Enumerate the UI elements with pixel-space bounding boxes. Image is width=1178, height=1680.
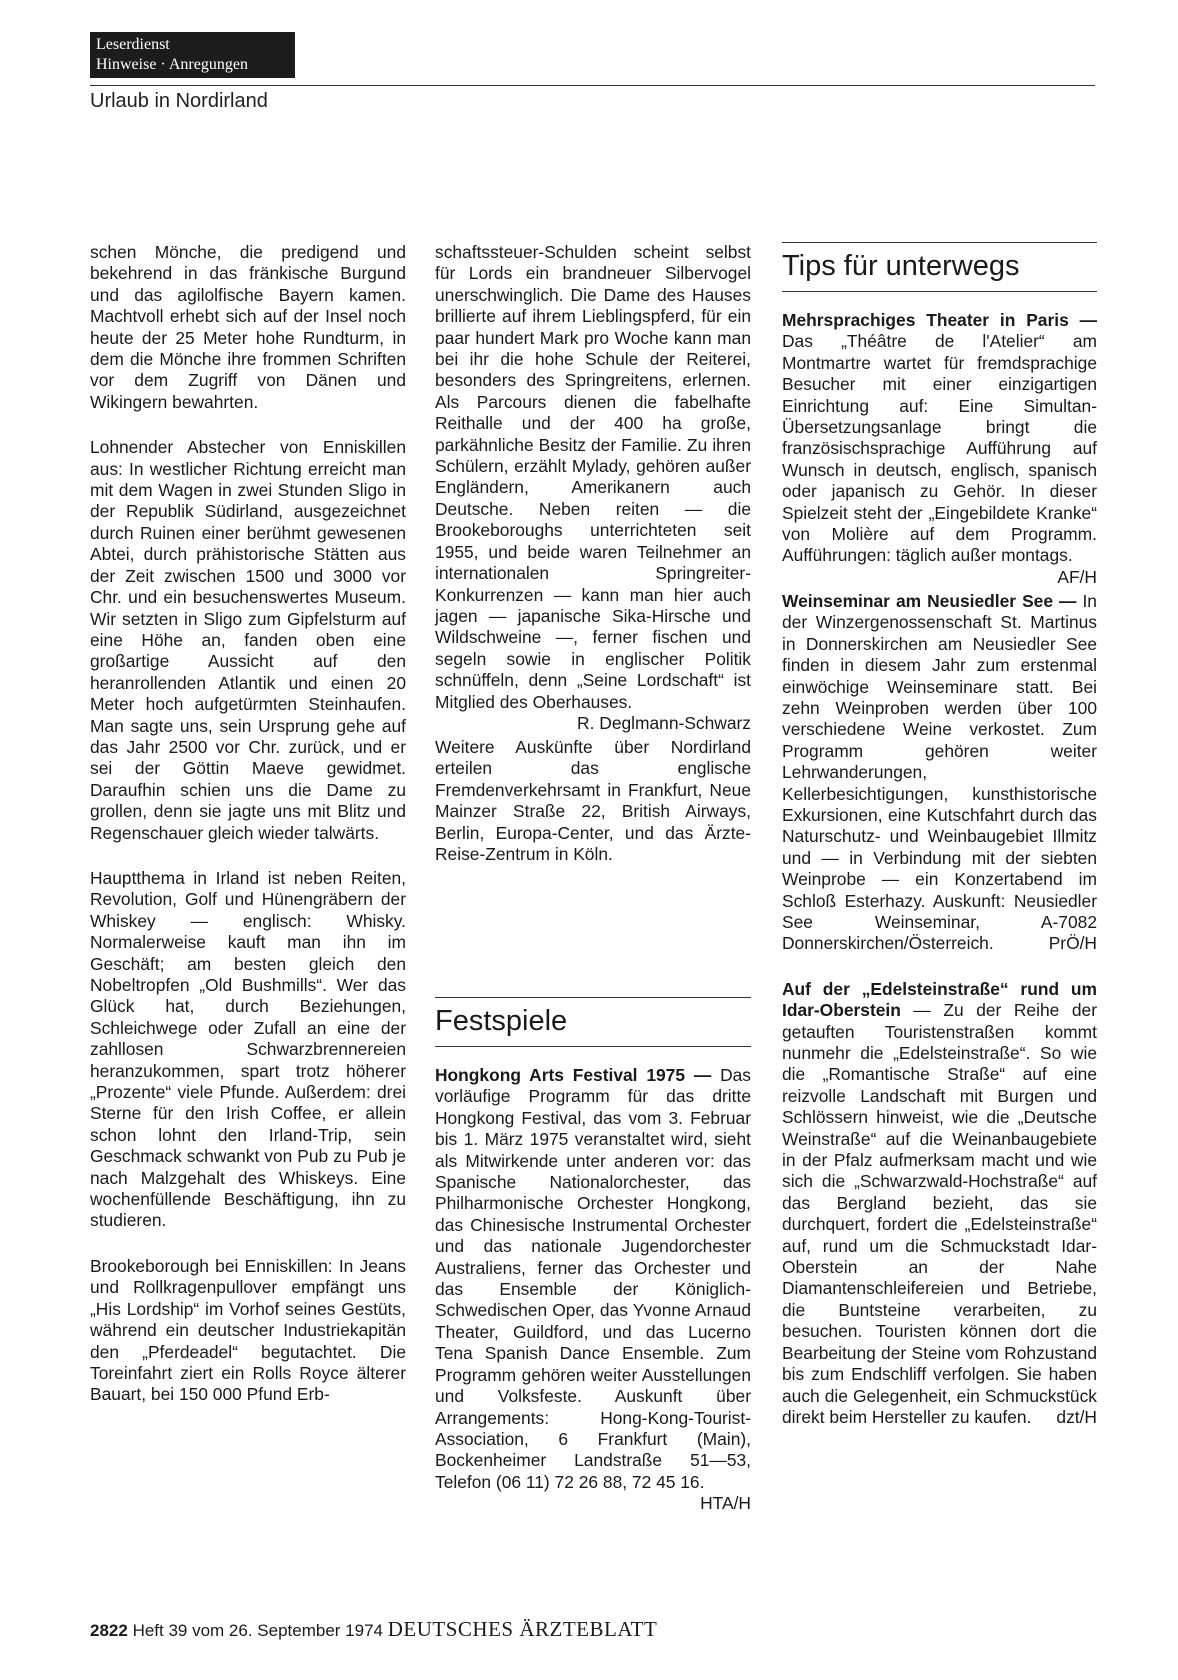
tips-box xyxy=(782,242,1097,1452)
section-label-line1: Leserdienst xyxy=(96,36,170,53)
article-paragraph: Lohnender Abstecher von Enniskillen aus: In westlicher Richtung erreicht man mit dem Wagen in zwei Stunden Sligo in der Republik Südirland, ausgezeichnet durch Ruinen einer berühmt gewesenen Abtei, durch prähistorische Stätten aus der Zeit zwischen 1500 und 3000 vor Chr. und ein besuchenswertes Museum. Wir setzten in Sligo zum Gipfelsturm auf eine Höhe an, fanden oben eine großartige Aussicht auf den heranrollenden Atlantik und einen 20 Meter hoch aufgetürmten Steinhaufen. Man sagte uns, sein Ursprung gehe auf das Jahr 2500 vor Chr. zurück, und er sei der Göttin Maeve gewidmet. Daraufhin schien uns die Dame zu grollen, denn sie jagte uns mit Blitz und Regenschauer gleich wieder talwärts. xyxy=(90,437,406,843)
tip-item-text: — Zu der Reihe der getauften Touristenstraßen kommt nunmehr die „Edelsteinstraße“. So wie die „Romantische Straße“ auf eine reizvolle Landschaft mit Burgen und Schlössern hinweist, wie die „Deutsche Weinstraße“ auf die Weinanbaugebiete in der Pfalz aufmerksam macht und wie sich die „Schwarzwald-Hochstraße“ auf das Bergland bezieht, das sie durchquert, fordert die „Edelsteinstraße“ auf, rund um die Schmuckstadt Idar-Oberstein an der Nahe Diamantenschleifereien und Betriebe, die Buntsteine verarbeiten, zu besuchen. Touristen können dort die Bearbeitung der Steine vom Rohzustand bis zum Endschliff verfolgen. Sie haben auch die Gelegenheit, ein Schmuckstück direkt beim Hersteller zu kaufen. xyxy=(782,1000,1097,1427)
item-signature: PrÖ/H xyxy=(1048,933,1097,954)
article-column-2 xyxy=(435,242,751,889)
tip-item xyxy=(782,591,1097,955)
item-signature: dzt/H xyxy=(1056,1406,1097,1427)
tips-heading: Tips für unterwegs xyxy=(782,250,1020,282)
article-column-1 xyxy=(90,242,406,1430)
issue-info: Heft 39 vom 26. September 1974 xyxy=(132,1621,383,1640)
article-paragraph xyxy=(435,242,751,733)
festival-item xyxy=(435,1065,751,1514)
festspiele-heading: Festspiele xyxy=(435,1005,568,1037)
article-paragraph: Brookeborough bei Enniskillen: In Jeans und Rollkragenpullover empfängt uns „His Lordship“ im Vorhof seines Gestüts, während ein deutscher Industriekapitän den „Pferdeadel“ begutachtet. Die Toreinfahrt ziert ein Rolls Royce älterer Bauart, bei 150 000 Pfund Erb- xyxy=(90,1255,406,1405)
author-signature: R. Deglmann-Schwarz xyxy=(577,712,751,733)
section-label xyxy=(90,32,295,78)
tip-item-title: Auf der „Edelsteinstraße“ rund um Idar-Oberstein xyxy=(782,978,1097,1021)
article-text: schaftssteuer-Schulden scheint selbst für Lords ein brandneuer Silbervogel unerschwinglich. Die Dame des Hauses brillierte auf ihrem Lieblingspferd, für ein paar hundert Mark pro Woche kann man bei ihr die hohe Schule der Reiterei, besonders des Springreitens, erlernen. Als Parcours dienen die fabelhafte Reithalle und der 400 ha große, parkähnliche Besitz der Familie. Zu ihren Schülern, erzählt Mylady, gehören außer Engländern, Amerikanern auch Deutsche. Neben reiten — die Brookeboroughs unterrichteten seit 1955, und beide waren Teilnehmer an internationalen Springreiter-Konkurrenzen — kann man hier auch jagen — japanische Sika-Hirsche und Wildschweine —, ferner fischen und segeln sowie in englischer Politik schnüffeln, denn „Seine Lordschaft“ ist Mitglied des Oberhauses. xyxy=(435,242,751,712)
tip-item xyxy=(782,979,1097,1429)
tip-item-title: Mehrsprachiges Theater in Paris — xyxy=(782,310,1097,330)
festspiele-box xyxy=(435,997,751,1515)
tip-item-text: Das „Théâtre de l'Atelier“ am Montmartre wartet für fremdsprachige Besucher mit einer einzigartigen Einrichtung auf: Eine Simultan-Übersetzungsanlage bringt die französischsprachige Aufführung auf Wunsch in deutsch, englisch, spanisch oder japanisch zu Gehör. In dieser Spielzeit steht der „Eingebildete Kranke“ von Molière auf dem Programm. Aufführungen: täglich außer montags. xyxy=(782,331,1097,566)
item-signature: HTA/H xyxy=(700,1493,751,1514)
tip-item xyxy=(782,310,1097,587)
box-top-rule xyxy=(435,997,751,998)
section-label-line2: Hinweise · Anregungen xyxy=(96,56,248,73)
page-number: 2822 xyxy=(90,1621,128,1640)
article-paragraph: schen Mönche, die predigend und bekehrend in das fränkische Burgund und das agilolfische Bayern kamen. Machtvoll erhebt sich auf der Insel noch heute der 25 Meter hohe Rundturm, in dem die Mönche ihre frommen Schriften vor dem Zugriff von Dänen und Wikingern bewahrten. xyxy=(90,242,406,412)
article-paragraph: Hauptthema in Irland ist neben Reiten, Revolution, Golf und Hünengräbern der Whiskey — englisch: Whisky. Normalerweise kauft man ihn im Geschäft; am besten gleich den Nobeltropfen „Old Bushmills“. Wer das Glück hat, durch Beziehungen, Schleichwege oder Zufall an eine der zahllosen Schwarzbrennereien heranzukommen, spart trotz höherer „Prozente“ viele Pfunde. Außerdem: drei Sterne für den Irish Coffee, er allein schon lohnt den Irland-Trip, sein Geschmack schwankt von Pub zu Pub je nach Malzgehalt des Whiskeys. Eine wochenfüllende Beschäftigung, ihn zu studieren. xyxy=(90,867,406,1231)
tip-item-title: Weinseminar am Neusiedler See — xyxy=(782,590,1077,611)
header-divider xyxy=(90,85,1095,86)
box-top-rule xyxy=(782,242,1097,243)
tip-item-text: In der Winzergenossenschaft St. Martinus in Donnerskirchen am Neusiedler See finden in diesem Jahr zum erstenmal einwöchige Weinseminare statt. Bei zehn Weinproben werden über 100 verschiedene Weine verkostet. Zum Programm gehören weiter Lehrwanderungen, Kellerbesichtigungen, kunsthistorische Exkursionen, eine Kutschfahrt durch das Naturschutz- und Weinbaugebiet Illmitz und — in Verbindung mit der siebten Weinprobe — ein Konzertabend im Schloß Esterhazy. Auskunft: Neusiedler See Weinseminar, A-7082 Donnerskirchen/Österreich. xyxy=(782,590,1097,954)
magazine-name: DEUTSCHES ÄRZTEBLATT xyxy=(387,1617,658,1641)
article-paragraph: Weitere Auskünfte über Nordirland erteilen das englische Fremdenverkehrsamt in Frankfurt, Neue Mainzer Straße 22, British Airways, Berlin, Europa-Center, und das Ärzte-Reise-Zentrum in Köln. xyxy=(435,736,751,864)
festival-item-title: Hongkong Arts Festival 1975 — xyxy=(435,1065,712,1085)
box-heading-rule xyxy=(782,291,1097,292)
festival-item-text: Das vorläufige Programm für das dritte Hongkong Festival, das vom 3. Februar bis 1. März 1975 veranstaltet wird, sieht als Mitwirkende unter anderen vor: das Spanische Nationalorchester, das Philharmonische Orchester Hongkong, das Chinesische Instrumental Orchester und das nationale Jugendorchester Australiens, ferner das Orchester und das Ensemble der Königlich-Schwedischen Oper, das Yvonne Arnaud Theater, Guildford, und das Lucerno Tena Spanish Dance Ensemble. Zum Programm gehören weiter Ausstellungen und Volksfeste. Auskunft über Arrangements: Hong-Kong-Tourist-Association, 6 Frankfurt (Main), Bockenheimer Landstraße 51—53, Telefon (06 11) 72 26 88, 72 45 16. xyxy=(435,1065,751,1492)
box-heading-rule xyxy=(435,1046,751,1047)
page-footer xyxy=(90,1617,657,1642)
page-title: Urlaub in Nordirland xyxy=(90,90,268,112)
item-signature: AF/H xyxy=(1057,566,1097,587)
